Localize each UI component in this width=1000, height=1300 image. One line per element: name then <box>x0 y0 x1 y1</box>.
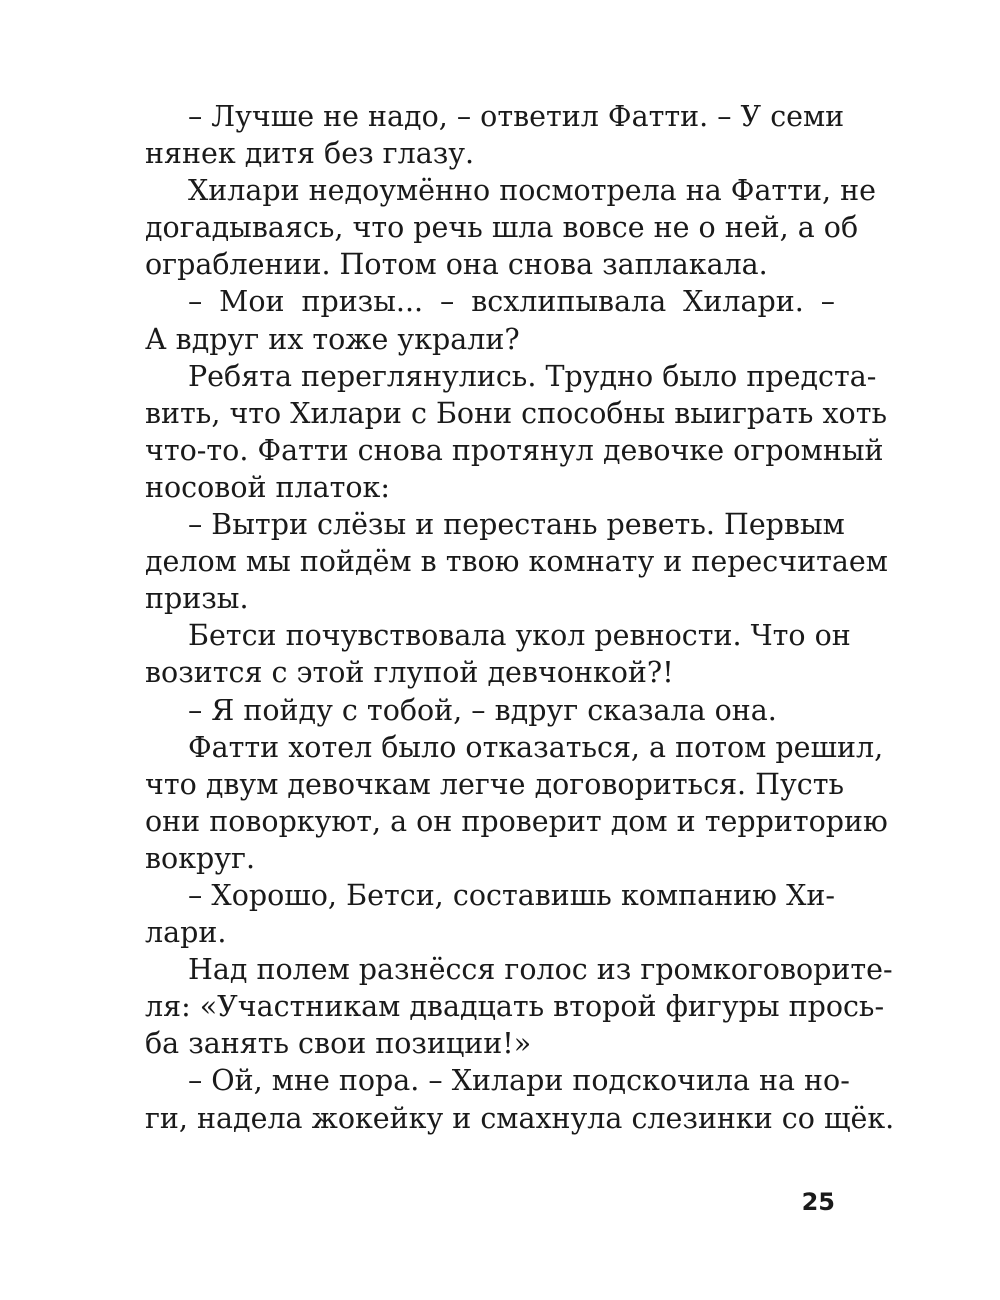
text-line: – Я пойду с тобой, – вдруг сказала она. <box>188 693 777 727</box>
text-line: нянек дитя без глазу. <box>145 137 475 171</box>
text-line: – Вытри слёзы и перестань реветь. Первым <box>188 508 845 542</box>
text-line: вокруг. <box>145 841 256 875</box>
text-line: что двум девочкам легче договориться. Пусть <box>145 767 845 801</box>
text-line: призы. <box>145 582 249 616</box>
body-text <box>145 98 895 1137</box>
text-line: ги, надела жокейку и смахнула слезинки со щёк. <box>145 1101 895 1135</box>
text-line: догадываясь, что речь шла вовсе не о ней, а об <box>145 211 859 245</box>
text-line: что-то. Фатти снова протянул девочке огромный <box>145 433 884 467</box>
text-line: – Лучше не надо, – ответил Фатти. – У семи <box>188 100 845 133</box>
text-line: Над полем разнёсся голос из громкоговорите- <box>188 953 893 987</box>
text-line: – Ой, мне пора. – Хилари подскочила на но- <box>188 1064 850 1098</box>
text-line: Хилари недоумённо посмотрела на Фатти, не <box>188 174 876 208</box>
text-line: носовой платок: <box>145 470 390 504</box>
page-number: 25 <box>801 1188 835 1216</box>
text-line: вить, что Хилари с Бони способны выиграть хоть <box>145 396 888 430</box>
text-line: Фатти хотел было отказаться, а потом решил, <box>188 730 884 764</box>
text-line: ля: «Участникам двадцать второй фигуры прось- <box>145 990 885 1024</box>
text-line: А вдруг их тоже украли? <box>145 322 520 356</box>
text-line: Бетси почувствовала укол ревности. Что он <box>188 619 851 653</box>
text-line: ограблении. Потом она снова заплакала. <box>145 248 768 282</box>
text-line: – Мои призы... – всхлипывала Хилари. – <box>188 285 835 319</box>
text-line: лари. <box>145 916 227 950</box>
text-line: – Хорошо, Бетси, составишь компанию Хи- <box>188 878 835 912</box>
text-line: делом мы пойдём в твою комнату и пересчитаем <box>145 545 888 579</box>
text-line: ба занять свои позиции!» <box>145 1027 532 1061</box>
text-line: возится с этой глупой девчонкой?! <box>145 656 674 690</box>
text-line: они поворкуют, а он проверит дом и территорию <box>145 804 888 838</box>
text-line: Ребята переглянулись. Трудно было предста- <box>188 359 877 393</box>
